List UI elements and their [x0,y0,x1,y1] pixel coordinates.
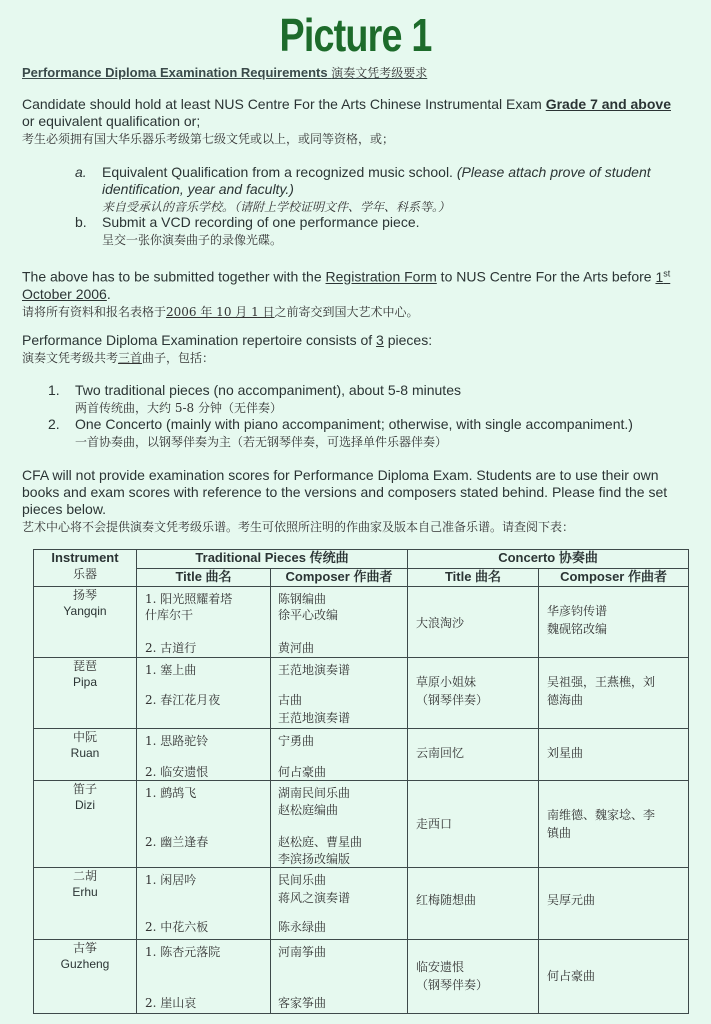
concerto-title-cell [408,781,539,868]
instrument-name-en: Guzheng [60,957,110,971]
trad-title-cell-line: 1. 陈杏元落院 [145,945,221,959]
repertoire-chinese-count: 三首 [118,351,143,365]
concerto-composer-cell-line: 德海曲 [547,693,584,707]
intro-paragraph [22,96,702,148]
instrument-name-en: Yangqin [63,604,107,618]
table-row [34,587,689,658]
cfa-note-text: CFA will not provide examination scores for Performance Diploma Exam. Students are to use their own books and exam scores with reference to the versions and composers stated behind. Please find the set pieces below. [22,467,668,517]
instrument-cell [34,868,137,940]
trad-composer-cell [271,658,408,729]
header-con-composer: Composer 作曲者 [539,569,689,587]
instrument-cell [34,587,137,658]
trad-composer-cell-line: 李滨扬改编版 [278,852,351,866]
concerto-title-cell [408,868,539,940]
repertoire-table [33,549,689,1014]
repertoire-count: 3 [376,332,384,348]
trad-title-cell-line: 1. 鹧鸪飞 [145,786,197,800]
trad-composer-cell-line: 赵松庭、曹星曲 [278,835,363,849]
concerto-composer-cell [539,658,689,729]
trad-composer-cell-line: 古曲 [278,693,303,707]
repertoire-chinese-pre: 演奏文凭考级共考 [22,351,119,365]
trad-title-cell [137,729,271,781]
repertoire-chinese-post: 曲子，包括： [142,351,215,365]
trad-title-cell-line: 2. 临安遗恨 [145,765,209,779]
trad-composer-cell-line: 徐平心改编 [278,608,339,622]
concerto-composer-cell-line: 吴厚元曲 [547,893,596,907]
piece-1-chinese: 两首传统曲，大约 5-8 分钟（无伴奏） [75,401,282,415]
deadline-day-suffix: st [663,268,671,278]
heading-english: Performance Diploma Examination Requirements [22,65,328,80]
concerto-composer-cell [539,729,689,781]
option-b-marker: b. [75,214,87,230]
trad-composer-cell [271,729,408,781]
instrument-name-en: Dizi [75,798,95,812]
page-title: Picture 1 [279,9,432,61]
instrument-cell [34,781,137,868]
concerto-composer-cell-line: 魏砚铭改编 [547,622,608,636]
concerto-composer-cell-line: 何占豪曲 [547,969,596,983]
concerto-title-cell-line: 临安遗恨 [416,960,465,974]
option-b-chinese: 呈交一张你演奏曲子的录像光碟。 [102,233,283,247]
option-a-note: (Please attach prove of student identification, year and faculty.) [102,164,651,197]
concerto-composer-cell [539,587,689,658]
table-row [34,940,689,1014]
trad-composer-cell-line: 赵松庭编曲 [278,803,339,817]
concerto-composer-cell-line: 华彦钧传谱 [547,604,608,618]
concerto-title-cell [408,940,539,1014]
header-instrument [34,550,137,587]
trad-composer-cell [271,587,408,658]
trad-title-cell-line: 2. 崖山哀 [145,996,197,1010]
table-body [34,587,689,1014]
table-row [34,729,689,781]
trad-composer-cell-line: 客家筝曲 [278,996,327,1010]
trad-title-cell-line: 2. 幽兰逢春 [145,835,209,849]
trad-composer-cell [271,940,408,1014]
piece-item-1 [48,382,698,418]
trad-composer-cell-line: 陈钢编曲 [278,592,327,606]
heading-chinese: 演奏文凭考级要求 [331,66,428,80]
instrument-name-en: Ruan [70,746,100,760]
table-row [34,868,689,940]
submission-text: The above has to be submitted together with the [22,268,326,285]
instrument-cell [34,729,137,781]
instrument-name-zh: 古筝 [72,941,97,955]
concerto-title-cell-line: 云南回忆 [416,746,465,760]
trad-title-cell-line: 1. 闲居吟 [145,873,197,887]
header-traditional: Traditional Pieces 传统曲 [137,550,408,569]
submission-end: . [106,285,111,302]
concerto-composer-cell-line: 镇曲 [547,826,572,840]
option-a-text: Equivalent Qualification from a recognized music school. [102,164,457,180]
trad-title-cell-line: 什库尔干 [145,608,194,622]
trad-title-cell [137,658,271,729]
submission-chinese [22,305,419,319]
header-trad-title: Title 曲名 [137,569,271,587]
trad-composer-cell-line: 陈永绿曲 [278,920,327,934]
option-a [75,164,695,216]
concerto-title-cell [408,587,539,658]
trad-composer-cell-line: 民间乐曲 [278,873,327,887]
instrument-name-zh: 二胡 [72,869,97,883]
concerto-title-cell [408,729,539,781]
concerto-title-cell-line: （钢琴伴奏） [416,978,489,992]
instrument-name-zh: 笛子 [72,782,97,796]
concerto-composer-cell [539,868,689,940]
trad-title-cell-line: 1. 思路驼铃 [145,734,209,748]
piece-2-chinese: 一首协奏曲，以钢琴伴奏为主（若无钢琴伴奏，可选择单件乐器伴奏） [75,435,448,449]
trad-title-cell-line: 2. 古道行 [145,641,197,655]
deadline-month-year: October 2006 [22,285,107,302]
concerto-composer-cell-line: 吴祖强，王燕樵，刘 [547,675,656,689]
trad-composer-cell-line: 河南筝曲 [278,945,327,959]
instrument-name-zh: 琵琶 [72,659,97,673]
piece-item-2 [48,416,698,452]
option-a-chinese: 来自受承认的音乐学校。（请附上学校证明文件、学年、科系等。） [102,200,451,214]
concerto-title-cell-line: 走西口 [416,817,453,831]
piece-1-text: Two traditional pieces (no accompaniment), about 5-8 minutes [75,382,461,398]
repertoire-paragraph [22,332,702,367]
grade-requirement: Grade 7 and above [545,96,671,112]
header-instrument-zh: 乐器 [72,567,97,581]
registration-form-link: Registration Form [325,268,437,285]
trad-title-cell-line: 1. 阳光照耀着塔 [145,592,233,606]
table-row [34,781,689,868]
concerto-title-cell-line: （钢琴伴奏） [416,693,489,707]
trad-composer-cell-line: 蒋风之演奏谱 [278,891,351,905]
concerto-composer-cell [539,940,689,1014]
trad-composer-cell [271,781,408,868]
option-b [75,214,695,250]
intro-line2: or equivalent qualification or; [22,113,201,129]
submission-chinese-date: 2006 年 10 月 1 日 [166,304,275,319]
trad-composer-cell-line: 黄河曲 [278,641,315,655]
cfa-note-chinese: 艺术中心将不会提供演奏文凭考级乐谱。考生可依照所注明的作曲家及版本自己准备乐谱。请查阅下表： [22,520,575,534]
instrument-cell [34,658,137,729]
piece-2-text: One Concerto (mainly with piano accompaniment; otherwise, with single accompaniment.) [75,416,633,432]
header-con-title: Title 曲名 [408,569,539,587]
option-a-marker: a. [75,164,87,180]
concerto-title-cell-line: 红梅随想曲 [416,893,477,907]
concerto-composer-cell-line: 刘星曲 [547,746,584,760]
concerto-title-cell-line: 草原小姐妹 [416,675,477,689]
trad-composer-cell-line: 何占豪曲 [278,765,327,779]
submission-chinese-pre: 请将所有资料和报名表格于 [22,304,167,319]
piece-1-marker: 1. [48,382,60,398]
submission-text-mid: to NUS Centre For the Arts before [436,268,656,285]
option-b-text: Submit a VCD recording of one performance piece. [102,214,420,230]
concerto-title-cell-line: 大浪淘沙 [416,616,465,630]
intro-chinese: 考生必须拥有国大华乐器乐考级第七级文凭或以上，或同等资格，或； [22,132,395,146]
trad-title-cell-line: 2. 中花六板 [145,920,209,934]
trad-title-cell [137,868,271,940]
instrument-name-en: Pipa [72,675,98,689]
trad-composer-cell-line: 王范地演奏谱 [278,663,351,677]
repertoire-text-end: pieces: [383,332,433,348]
trad-title-cell [137,587,271,658]
cfa-note [22,467,694,536]
trad-title-cell-line: 1. 塞上曲 [145,663,197,677]
table-row [34,658,689,729]
header-concerto: Concerto 协奏曲 [408,550,689,569]
header-instrument-en: Instrument [51,550,119,565]
submission-chinese-post: 之前寄交到国大艺术中心。 [274,304,419,319]
section-heading [22,64,427,81]
trad-title-cell [137,940,271,1014]
concerto-title-cell [408,658,539,729]
trad-composer-cell-line: 宁勇曲 [278,734,315,748]
instrument-name-zh: 扬琴 [72,588,97,602]
trad-composer-cell-line: 湖南民间乐曲 [278,786,351,800]
trad-title-cell-line: 2. 春江花月夜 [145,693,221,707]
instrument-name-en: Erhu [72,885,98,899]
instrument-cell [34,940,137,1014]
header-trad-composer: Composer 作曲者 [271,569,408,587]
instrument-name-zh: 中阮 [72,730,97,744]
trad-composer-cell-line: 王范地演奏谱 [278,711,351,725]
piece-2-marker: 2. [48,416,60,432]
trad-title-cell [137,781,271,868]
concerto-composer-cell-line: 南维德、魏家埝、李 [547,808,656,822]
intro-line1: Candidate should hold at least NUS Centre For the Arts Chinese Instrumental Exam [22,96,546,112]
deadline-day: 1 [655,268,664,285]
trad-composer-cell [271,868,408,940]
repertoire-text: Performance Diploma Examination repertoire consists of [22,332,377,348]
submission-paragraph [22,265,702,321]
repertoire-chinese [22,351,214,365]
concerto-composer-cell [539,781,689,868]
